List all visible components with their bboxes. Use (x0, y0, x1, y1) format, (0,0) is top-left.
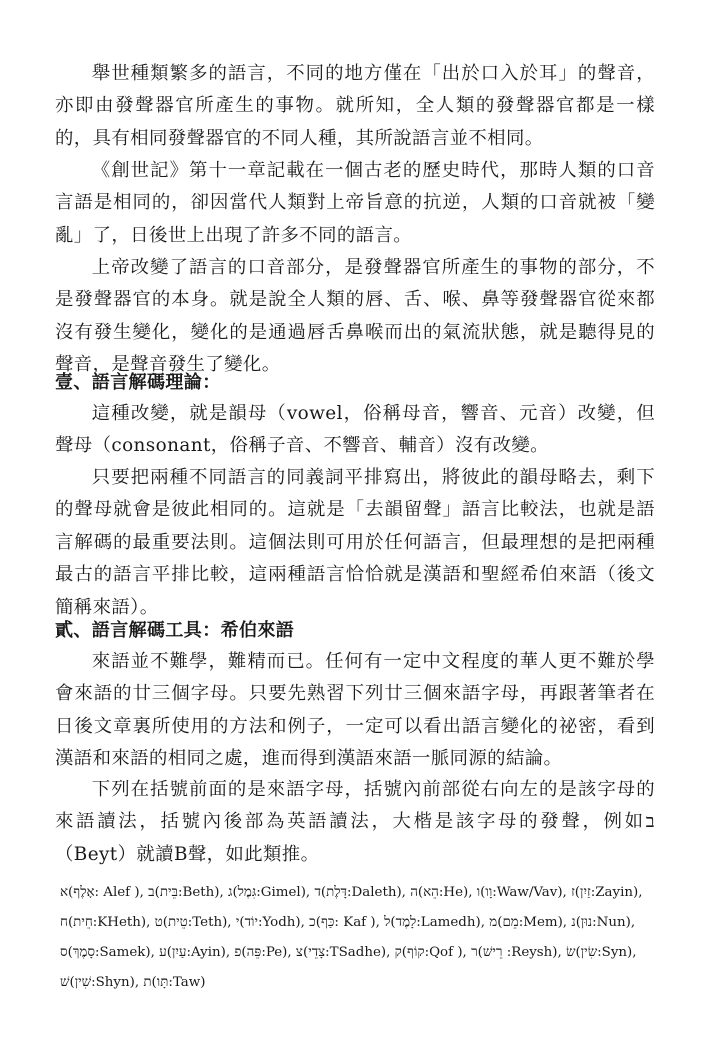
paragraph-god-changed: 上帝改變了語言的口音部分，是發聲器官所產生的事物的部分，不是發聲器官的本身。就是說全人類的唇、舌、喉、鼻等發聲器官從來都沒有發生變化，變化的是通過唇舌鼻喉而出的氣流狀態，就是聽得見的聲音，是聲音發生了變化。 (55, 257, 655, 376)
alphabet-line: שׁ(שִׁין:Shyn), ת(תָּו:Taw) (60, 975, 206, 990)
paragraph-hebrew-learning: 來語並不難學，難精而已。任何有一定中文程度的華人更不難於學會來語的廿三個字母。只要先熟習下列廿三個來語字母，再跟著筆者在日後文章裏所使用的方法和例子，一定可以看出語言變化的祕密，看到漢語和來語的相同之處，進而得到漢語來語一脈同源的結論。 (55, 651, 655, 770)
hebrew-alphabet-list (60, 878, 660, 998)
paragraph-method: 只要把兩種不同語言的同義詞平排寫出，將彼此的韻母略去，剩下的聲母就會是彼此相同的。這就是「去韻留聲」語言比較法，也就是語言解碼的最重要法則。這個法則可用於任何語言，但最理想的是把兩種最古的語言平排比較，這兩種語言恰恰就是漢語和聖經希伯來語（後文簡稱來語）。 (55, 467, 655, 618)
paragraph-intro: 舉世種類繁多的語言，不同的地方僅在「出於口入於耳」的聲音，亦即由發聲器官所產生的事物。就所知，全人類的發聲器官都是一樣的，具有相同發聲器官的不同人種，其所說語言並不相同。 (55, 63, 655, 149)
paragraph-genesis: 《創世記》第十一章記載在一個古老的歷史時代，那時人類的口音言語是相同的，卻因當代人類對上帝旨意的抗逆，人類的口音就被「變亂」了，日後世上出現了許多不同的語言。 (55, 160, 655, 246)
section-heading-1: 壹、語言解碼理論： (55, 372, 221, 393)
alphabet-line: א(אָלֶף: Alef ), ב(בֵּית:Beth), ג(גִּמֶל:Gimel), ד(דָּלֶת:Daleth), ה(הֵא:He), ו(וָו:Waw/Vav), ז(זַיִן:Zayin), (60, 885, 643, 900)
section-heading-2: 貳、語言解碼工具：希伯來語 (55, 620, 295, 641)
alphabet-line: ס(סָמֶךְ:Samek), ע(עַיִן:Ayin), פ(פֵּה:Pe), צ(צָדֵי:TSadhe), ק(קוֹף:Qof ), ר(רֵישׁ :Reysh), שׂ(שִׂין:Syn), (60, 945, 637, 960)
paragraph-vowel-change: 這種改變，就是韻母（vowel，俗稱母音，響音、元音）改變，但聲母（consonant，俗稱子音、不響音、輔音）沒有改變。 (55, 403, 655, 457)
alphabet-line: ח(חֵית:KHeth), ט(טֵית:Teth), י(יוֹד:Yodh), כ(כַּף: Kaf ), ל(לָמֶד:Lamedh), מ(מֵם:Mem), נ(נוּן:Nun), (60, 915, 636, 930)
paragraph-list-explanation: 下列在括號前面的是來語字母，括號內前部從右向左的是該字母的來語讀法，括號內後部為英語讀法，大楷是該字母的發聲，例如ב（Beyt）就讀B聲，如此類推。 (55, 779, 655, 865)
